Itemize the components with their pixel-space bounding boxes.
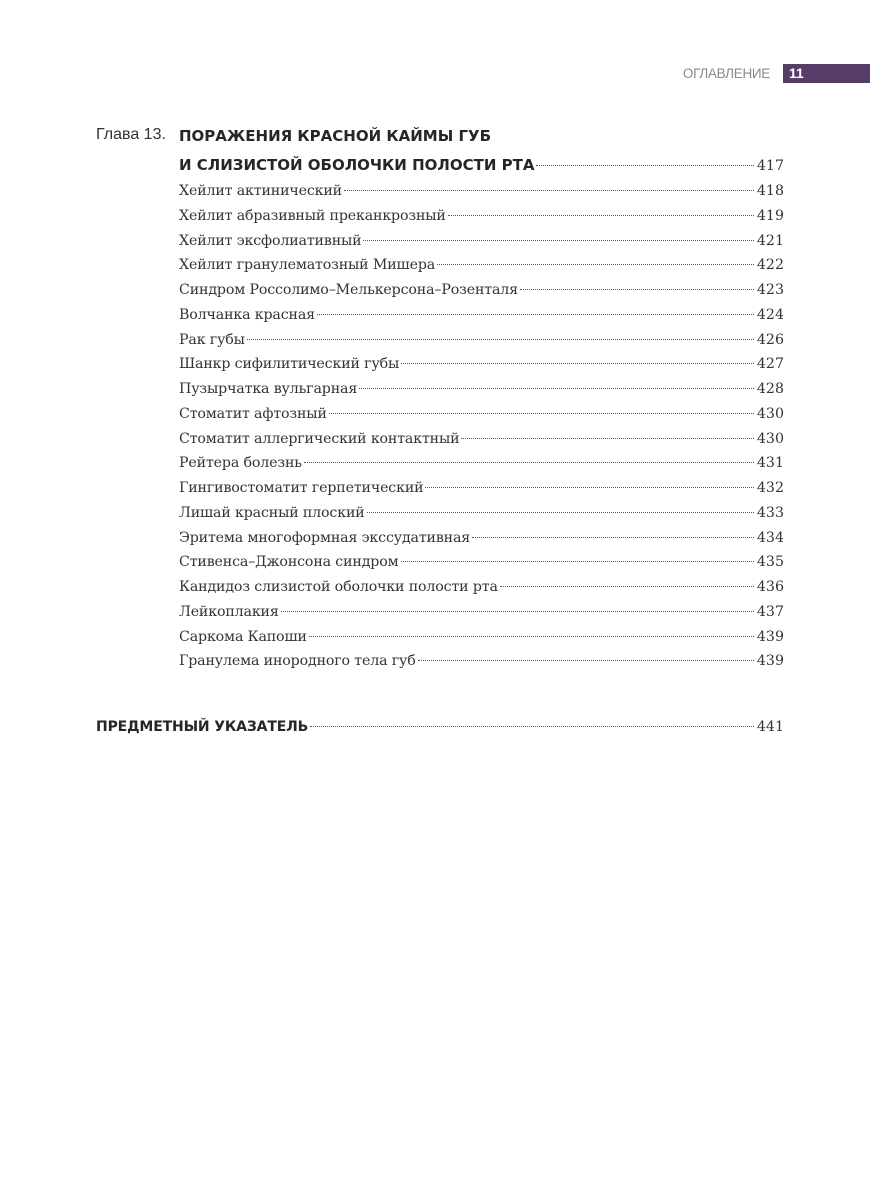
entry-title: Стоматит аллергический контактный [179,430,460,447]
page-ref: 441 [756,719,784,735]
page-number: 11 [789,65,804,81]
page-ref: 432 [756,480,784,496]
leader-dots [401,347,754,364]
leader-dots [281,595,754,612]
entry-title: Пузырчатка вульгарная [179,381,358,397]
leader-dots [472,521,754,538]
page-ref: 430 [756,405,784,422]
leader-dots [329,397,754,414]
entry-title: Эритема многоформная экссудативная [179,529,471,546]
page-ref: 417 [756,158,784,174]
leader-dots [247,323,754,340]
entry-title: Синдром Россолимо–Мелькерсона–Розенталя [179,282,518,298]
leader-dots [367,496,754,513]
entry-title: Гранулема инородного тела губ [179,653,416,670]
page-ref: 427 [756,356,784,373]
entry-title: Рак губы [179,331,245,348]
entry-title: Гингивостоматит герпетический [179,480,424,496]
toc-index-line[interactable] [96,714,784,738]
index-title: ПРЕДМЕТНЫЙ УКАЗАТЕЛЬ [96,719,309,735]
entry-title: Лишай красный плоский [179,504,365,521]
page-ref: 439 [756,653,784,670]
entry-title: Хейлит эксфолиативный [179,232,362,249]
entry-title: Хейлит гранулематозный Мишера [179,257,436,274]
leader-dots [536,149,754,166]
toc-entry[interactable] [179,648,784,672]
leader-dots [520,273,754,290]
running-head-title: ОГЛАВЛЕНИЕ [682,66,770,81]
page-ref: 421 [756,232,784,249]
page-number-bar [783,64,870,83]
entry-title: Стоматит афтозный [179,405,327,422]
page-ref: 424 [756,306,784,323]
page-ref: 430 [756,430,784,447]
leader-dots [425,471,754,488]
page-ref: 419 [756,207,784,224]
entry-title: Хейлит актинический [179,183,342,199]
leader-dots [437,248,754,265]
page-ref: 423 [756,282,784,298]
page-ref: 418 [756,183,784,199]
page-ref: 437 [756,603,784,620]
entry-title: Лейкоплакия [179,603,279,620]
leader-dots [317,298,754,315]
leader-dots [363,224,754,241]
leader-dots [401,545,755,562]
running-head [0,64,870,84]
leader-dots [461,422,754,439]
page-ref: 434 [756,529,784,546]
leader-dots [309,620,754,637]
page-ref: 428 [756,381,784,397]
leader-dots [304,446,754,463]
page-ref: 431 [756,455,784,472]
entry-title: Стивенса–Джонсона синдром [179,554,399,571]
entry-title: Шанкр сифилитический губы [179,356,400,373]
leader-dots [500,570,754,587]
page-ref: 435 [756,554,784,571]
page-ref: 422 [756,257,784,274]
entry-title: Рейтера болезнь [179,455,302,472]
page-ref: 436 [756,579,784,595]
page-ref: 439 [756,628,784,645]
leader-dots [310,710,754,727]
leader-dots [344,174,754,191]
chapter-title-line2: И СЛИЗИСТОЙ ОБОЛОЧКИ ПОЛОСТИ РТА [179,156,535,174]
chapter-label: Глава 13. [96,126,166,143]
leader-dots [448,199,754,216]
entry-title: Хейлит абразивный преканкрозный [179,207,446,224]
entry-title: Саркома Капоши [179,628,307,645]
page-ref: 433 [756,504,784,521]
entry-title: Волчанка красная [179,306,315,323]
chapter-title-line1: ПОРАЖЕНИЯ КРАСНОЙ КАЙМЫ ГУБ [179,127,492,145]
leader-dots [418,644,754,661]
leader-dots [359,372,754,389]
page-ref: 426 [756,331,784,348]
entry-title: Кандидоз слизистой оболочки полости рта [179,579,498,595]
